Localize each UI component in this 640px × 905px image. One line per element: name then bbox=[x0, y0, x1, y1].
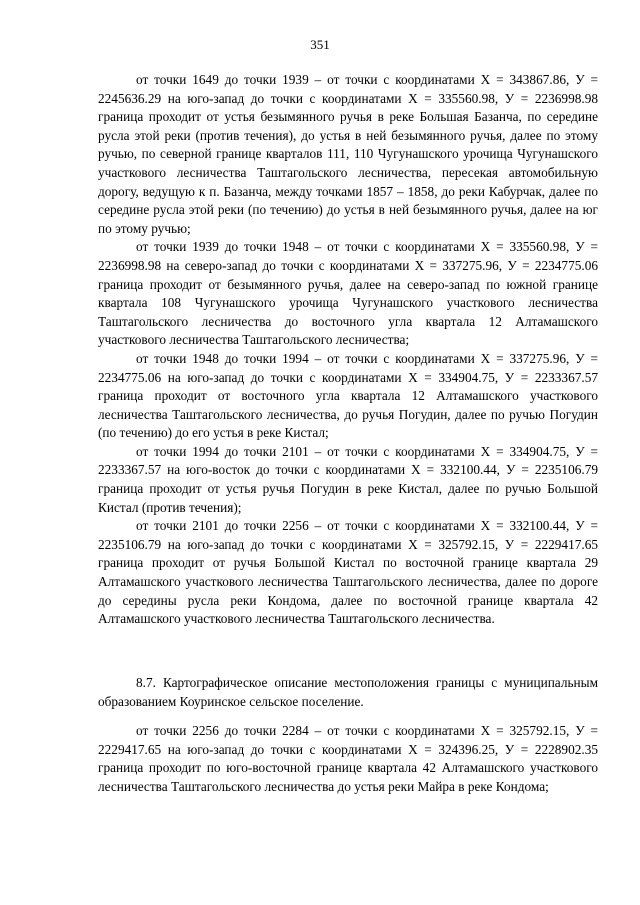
section-heading: 8.7. Картографическое описание местоположения границы с муниципальным образованием Коуринское сельское поселение. bbox=[98, 675, 598, 709]
page-number: 351 bbox=[310, 37, 330, 52]
boundary-paragraph-1939-1948: от точки 1939 до точки 1948 – от точки с координатами Х = 335560.98, У = 2236998.98 на северо-запад до точки с координатами Х = 337275.96, У = 2234775.06 граница проходит от безымянного ручья, далее на северо-запад по южной границе квартала 108 Чугунашского урочища Чугунашского участкового лесничества Таштагольского лесничества до восточного угла квартала 12 Алтамашского участкового лесничества Таштагольского лесничества; bbox=[98, 239, 598, 348]
boundary-paragraph-1948-1994: от точки 1948 до точки 1994 – от точки с координатами Х = 337275.96, У = 2234775.06 на юго-запад до точки с координатами Х = 334904.75, У = 2233367.57 граница проходит от восточного угла квартала 12 Алтамашского участкового лесничества Таштагольского лесничества, до ручья Погудин, далее по ручью Погудин (по течению) до его устья в реке Кистал; bbox=[98, 350, 598, 441]
boundary-paragraph-1994-2101: от точки 1994 до точки 2101 – от точки с координатами Х = 334904.75, У = 2233367.57 на юго-восток до точки с координатами Х = 332100.44, У = 2235106.79 граница проходит от устья ручья Погудин в реке Кистал, далее по ручью Большой Кистал (против течения); bbox=[98, 443, 598, 515]
boundary-paragraph-2101-2256: от точки 2101 до точки 2256 – от точки с координатами Х = 332100.44, У = 2235106.79 на юго-запад до точки с координатами Х = 325792.15, У = 2229417.65 граница проходит от ручья Большой Кистал по восточной границе квартала 29 Алтамашского участкового лесничества Таштагольского лесничества, далее по дороге до середины русла реки Кондома, далее по восточной границе квартала 42 Алтамашского участкового лесничества Таштагольского лесничества. bbox=[98, 518, 598, 627]
boundary-paragraph-1649-1939: от точки 1649 до точки 1939 – от точки с координатами Х = 343867.86, У = 2245636.29 на юго-запад до точки с координатами Х = 335560.98, У = 2236998.98 граница проходит от устья безымянного ручья в реке Большая Базанча, по середине русла этой реки (против течения), до устья в ней безымянного ручья, далее по этому ручью, по северной границе кварталов 111, 110 Чугунашского урочища Чугунашского участкового лесничества Таштагольского лесничества, пересекая автомобильную дорогу, ведущую к п. Базанча, между точками 1857 – 1858, до реки Кабурчак, далее по середине русла этой реки (по течению) до устья в ней безымянного ручья, далее на юг по этому ручью; bbox=[98, 72, 598, 236]
boundary-paragraph-2256-2284: от точки 2256 до точки 2284 – от точки с координатами Х = 325792.15, У = 2229417.65 на юго-запад до точки с координатами Х = 324396.25, У = 2228902.35 граница проходит по юго-восточной границе квартала 42 Алтамашского участкового лесничества Таштагольского лесничества до устья реки Майра в реке Кондома; bbox=[98, 723, 598, 794]
section-heading-block bbox=[98, 674, 598, 711]
boundary-description-list bbox=[98, 71, 598, 629]
boundary-description-list-2 bbox=[98, 722, 598, 796]
